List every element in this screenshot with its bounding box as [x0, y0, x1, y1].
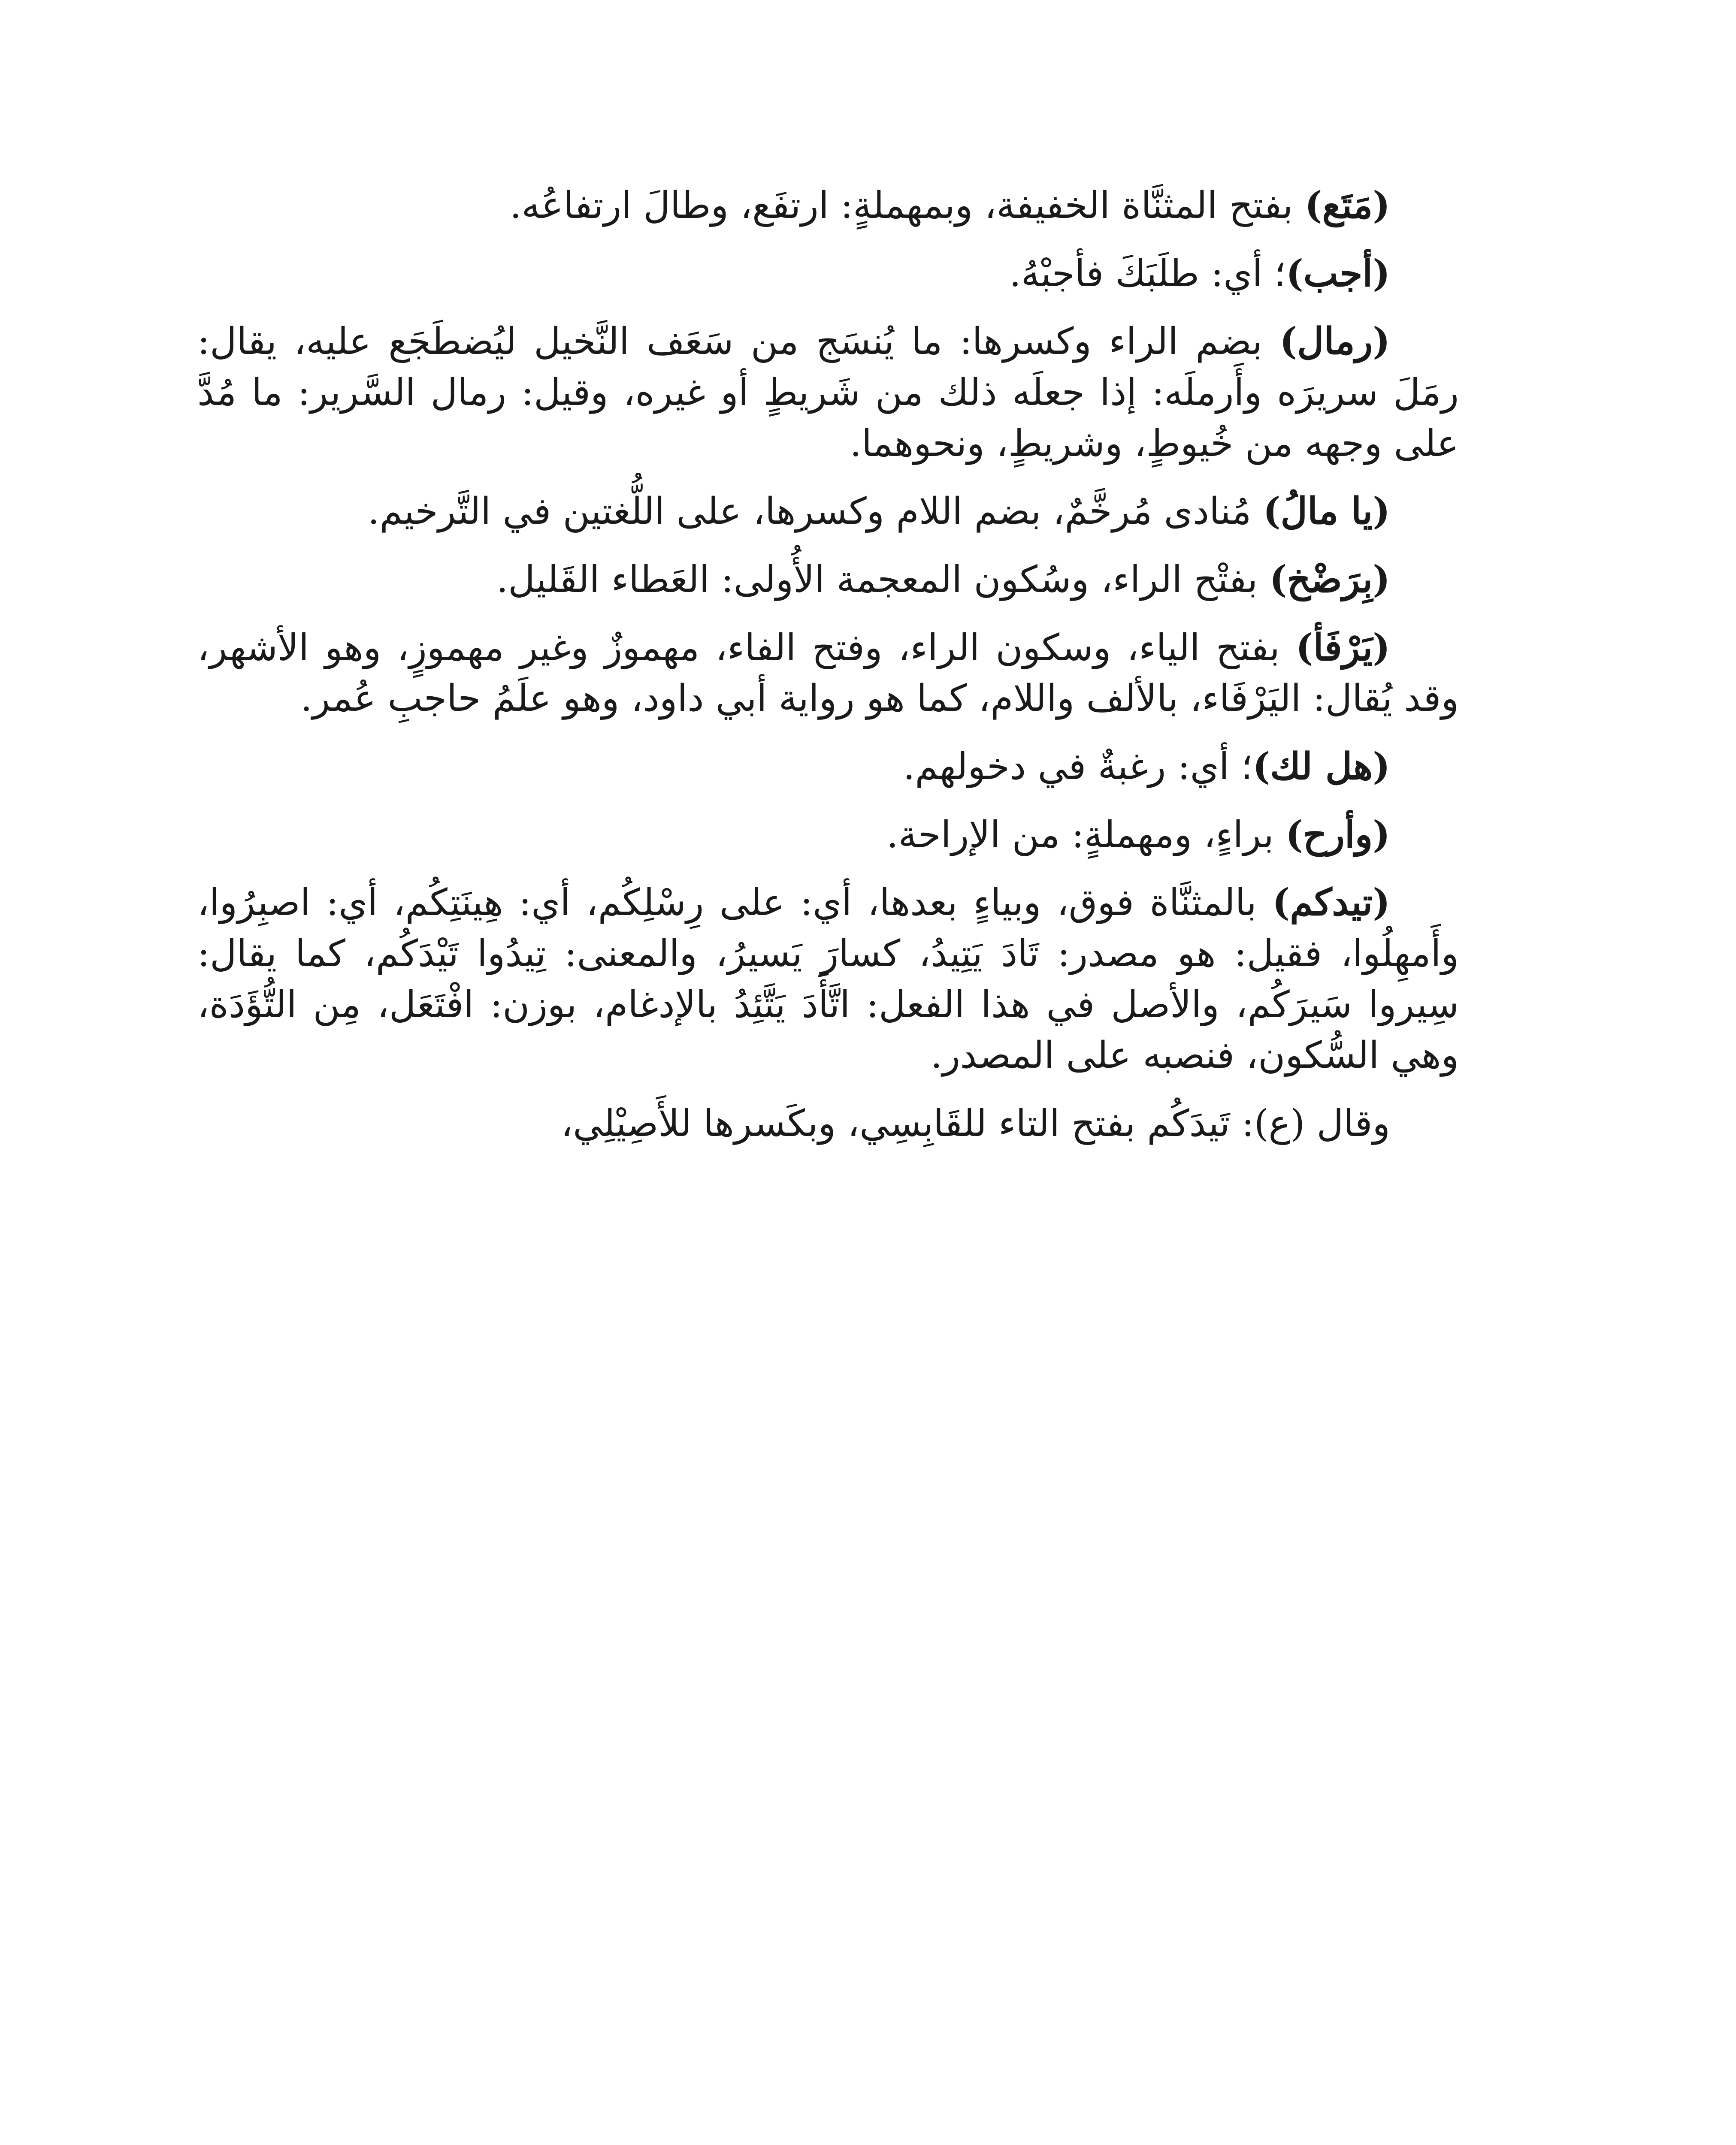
term: (يا مالُ) — [1263, 489, 1390, 533]
term: (مَتَع) — [1304, 184, 1390, 227]
entry-text: براءٍ، ومهملةٍ: من الإراحة. — [886, 813, 1286, 856]
entry-text: بفتْح الراء، وسُكون المعجمة الأُولى: العَطاء القَليل. — [496, 558, 1270, 601]
entry-text: بالمثنَّاة فوق، وبياءٍ بعدها، أي: على رِسْلِكُم، أي: هِينَتِكُم، أي: اصبِرُوا، وأَمهِلُوا، فقيل: هو مصدر: تَادَ يَتِيدُ، كسارَ يَسيرُ، والمعنى: تِيدُوا تَيْدَكُم، كما يقال: سِيروا سَيرَكُم، والأصل في هذا الفعل: اتَّأَدَ يَتَّئِدُ بالإدغام، بوزن: افْتَعَل، مِن التُّؤَدَة، وهي السُّكون، فنصبه على المصدر. — [197, 881, 1459, 1077]
entry-ya-mal — [197, 486, 1459, 537]
entry-mata — [197, 180, 1459, 231]
entry-text: بفتح المثنَّاة الخفيفة، وبمهملةٍ: ارتفَع، وطالَ ارتفاعُه. — [510, 184, 1305, 227]
entry-text: ؛ أي: رغبةٌ في دخولهم. — [903, 745, 1253, 789]
entry-rimal — [197, 316, 1459, 469]
entry-text: مُنادى مُرخَّمٌ، بضم اللام وكسرها، على اللُّغتين في التَّرخيم. — [368, 490, 1263, 533]
entry-taydakum — [197, 877, 1459, 1081]
last-line: وقال (ع): تَيدَكُم بفتح التاء للقَابِسِي، وبكَسرها للأَصِيْلِي، — [561, 1102, 1390, 1145]
entry-birad — [197, 554, 1459, 605]
entry-yarfa — [197, 622, 1459, 724]
term: (رمال) — [1279, 320, 1390, 363]
body-text — [197, 180, 1459, 1166]
entry-text: ؛ أي: طلَبَكَ فأجبْهُ. — [1009, 252, 1286, 295]
entry-text: بفتح الياء، وسكون الراء، وفتح الفاء، مهموزٌ وغير مهموزٍ، وهو الأشهر، وقد يُقال: اليَرْفَاء، بالألف واللام، كما هو رواية أبي داود، وهو علَمُ حاجبِ عُمر. — [197, 626, 1459, 720]
term: (يَرْفَأ) — [1295, 625, 1390, 669]
term: (أجب) — [1286, 251, 1390, 295]
entry-ajib — [197, 248, 1459, 299]
term: (وأرح) — [1285, 813, 1390, 856]
entry-hal-lak — [197, 741, 1459, 792]
entry-text: بضم الراء وكسرها: ما يُنسَج من سَعَف النَّخيل ليُضطَجَع عليه، يقال: رمَلَ سريرَه وأَرملَه: إذا جعلَه ذلك من شَريطٍ أو غيره، وقيل: رمال السَّرير: ما مُدَّ على وجهه من خُيوطٍ، وشريطٍ، ونحوهما. — [197, 320, 1459, 465]
entry-wa-arih — [197, 810, 1459, 861]
term: (هل لك) — [1252, 745, 1390, 789]
term: (بِرَضْخ) — [1269, 558, 1390, 601]
term: (تيدكم) — [1272, 881, 1390, 924]
